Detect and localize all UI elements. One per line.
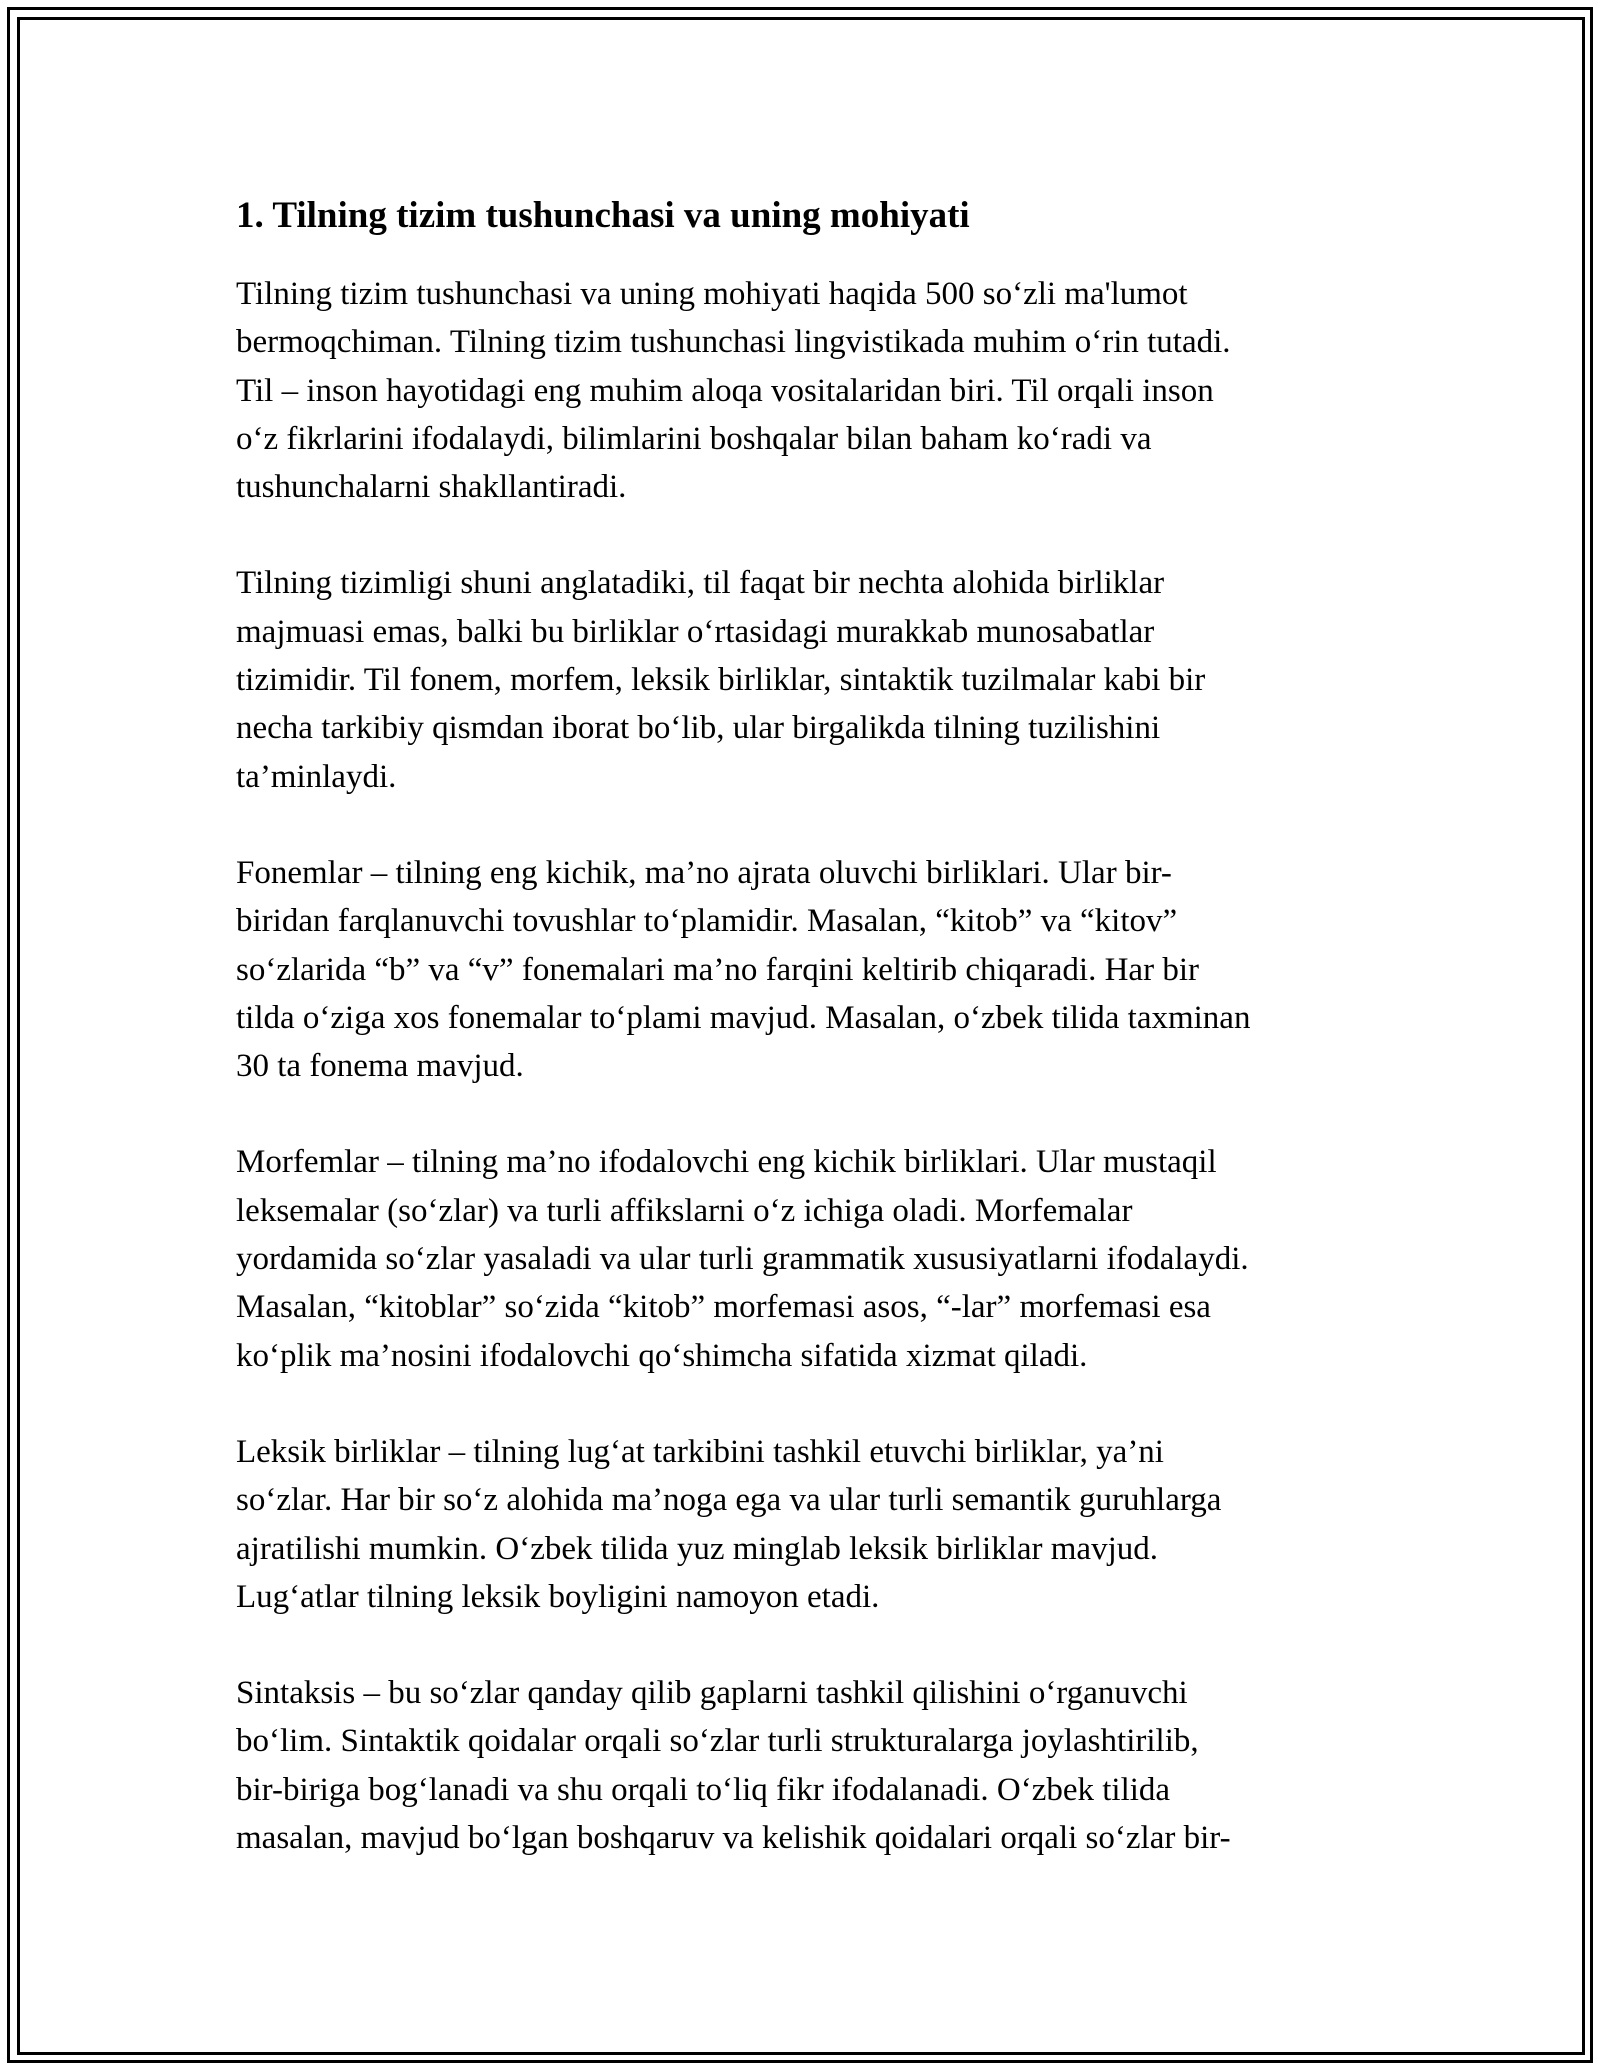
text-line: necha tarkibiy qismdan iborat bo‘lib, ular birgalikda tilning tuzilishini <box>236 710 1161 747</box>
text-line: leksemalar (so‘zlar) va turli affikslarni o‘z ichiga oladi. Morfemalar <box>236 1192 1133 1229</box>
text-line: majmuasi emas, balki bu birliklar o‘rtasidagi murakkab munosabatlar <box>236 613 1155 650</box>
document-body <box>236 190 1366 1910</box>
text-line: Leksik birliklar – tilning lug‘at tarkibini tashkil etuvchi birliklar, ya’ni <box>236 1433 1164 1470</box>
paragraph <box>236 1138 1366 1379</box>
text-line: so‘zlarida “b” va “v” fonemalari ma’no farqini keltirib chiqaradi. Har bir <box>236 951 1199 988</box>
text-line: o‘z fikrlarini ifodalaydi, bilimlarini boshqalar bilan baham ko‘radi va <box>236 420 1152 457</box>
text-line: Lug‘atlar tilning leksik boyligini namoyon etadi. <box>236 1578 880 1615</box>
text-line: ajratilishi mumkin. O‘zbek tilida yuz minglab leksik birliklar mavjud. <box>236 1530 1158 1567</box>
text-line: bir-biriga bog‘lanadi va shu orqali to‘liq fikr ifodalanadi. O‘zbek tilida <box>236 1771 1171 1808</box>
text-line: so‘zlar. Har bir so‘z alohida ma’noga ega va ular turli semantik guruhlarga <box>236 1482 1222 1519</box>
text-line: bo‘lim. Sintaktik qoidalar orqali so‘zlar turli strukturalarga joylashtirilib, <box>236 1723 1199 1760</box>
paragraph <box>236 1669 1366 1862</box>
text-line: masalan, mavjud bo‘lgan boshqaruv va kelishik qoidalari orqali so‘zlar bir- <box>236 1820 1231 1857</box>
paragraph <box>236 1428 1366 1621</box>
text-line: tilda o‘ziga xos fonemalar to‘plami mavjud. Masalan, o‘zbek tilida taxminan <box>236 999 1251 1036</box>
text-line: ta’minlaydi. <box>236 758 397 795</box>
text-line: 30 ta fonema mavjud. <box>236 1048 524 1085</box>
paragraph <box>236 849 1366 1090</box>
text-line: Tilning tizim tushunchasi va uning mohiyati haqida 500 so‘zli ma'lumot <box>236 276 1188 312</box>
text-line: ko‘plik ma’nosini ifodalovchi qo‘shimcha sifatida xizmat qiladi. <box>236 1337 1088 1374</box>
text-line: Morfemlar – tilning ma’no ifodalovchi eng kichik birliklari. Ular mustaqil <box>236 1144 1217 1181</box>
section-heading: 1. Tilning tizim tushunchasi va uning mohiyati <box>236 195 970 236</box>
text-line: Masalan, “kitoblar” so‘zida “kitob” morfemasi asos, “-lar” morfemasi esa <box>236 1289 1211 1326</box>
text-line: biridan farqlanuvchi tovushlar to‘plamidir. Masalan, “kitob” va “kitov” <box>236 903 1178 940</box>
text-line: tushunchalarni shakllantiradi. <box>236 469 627 506</box>
text-line: yordamida so‘zlar yasaladi va ular turli grammatik xususiyatlarni ifodalaydi. <box>236 1241 1249 1278</box>
paragraph <box>236 270 1366 511</box>
text-line: Fonemlar – tilning eng kichik, ma’no ajrata oluvchi birliklari. Ular bir- <box>236 854 1172 891</box>
paragraph <box>236 559 1366 800</box>
text-line: tizimidir. Til fonem, morfem, leksik birliklar, sintaktik tuzilmalar kabi bir <box>236 662 1206 699</box>
text-line: bermoqchiman. Tilning tizim tushunchasi lingvistikada muhim o‘rin tutadi. <box>236 324 1231 361</box>
text-line: Til – inson hayotidagi eng muhim aloqa vositalaridan biri. Til orqali inson <box>236 372 1214 409</box>
text-line: Tilning tizimligi shuni anglatadiki, til faqat bir nechta alohida birliklar <box>236 565 1165 602</box>
text-line: Sintaksis – bu so‘zlar qanday qilib gaplarni tashkil qilishini o‘rganuvchi <box>236 1675 1188 1712</box>
